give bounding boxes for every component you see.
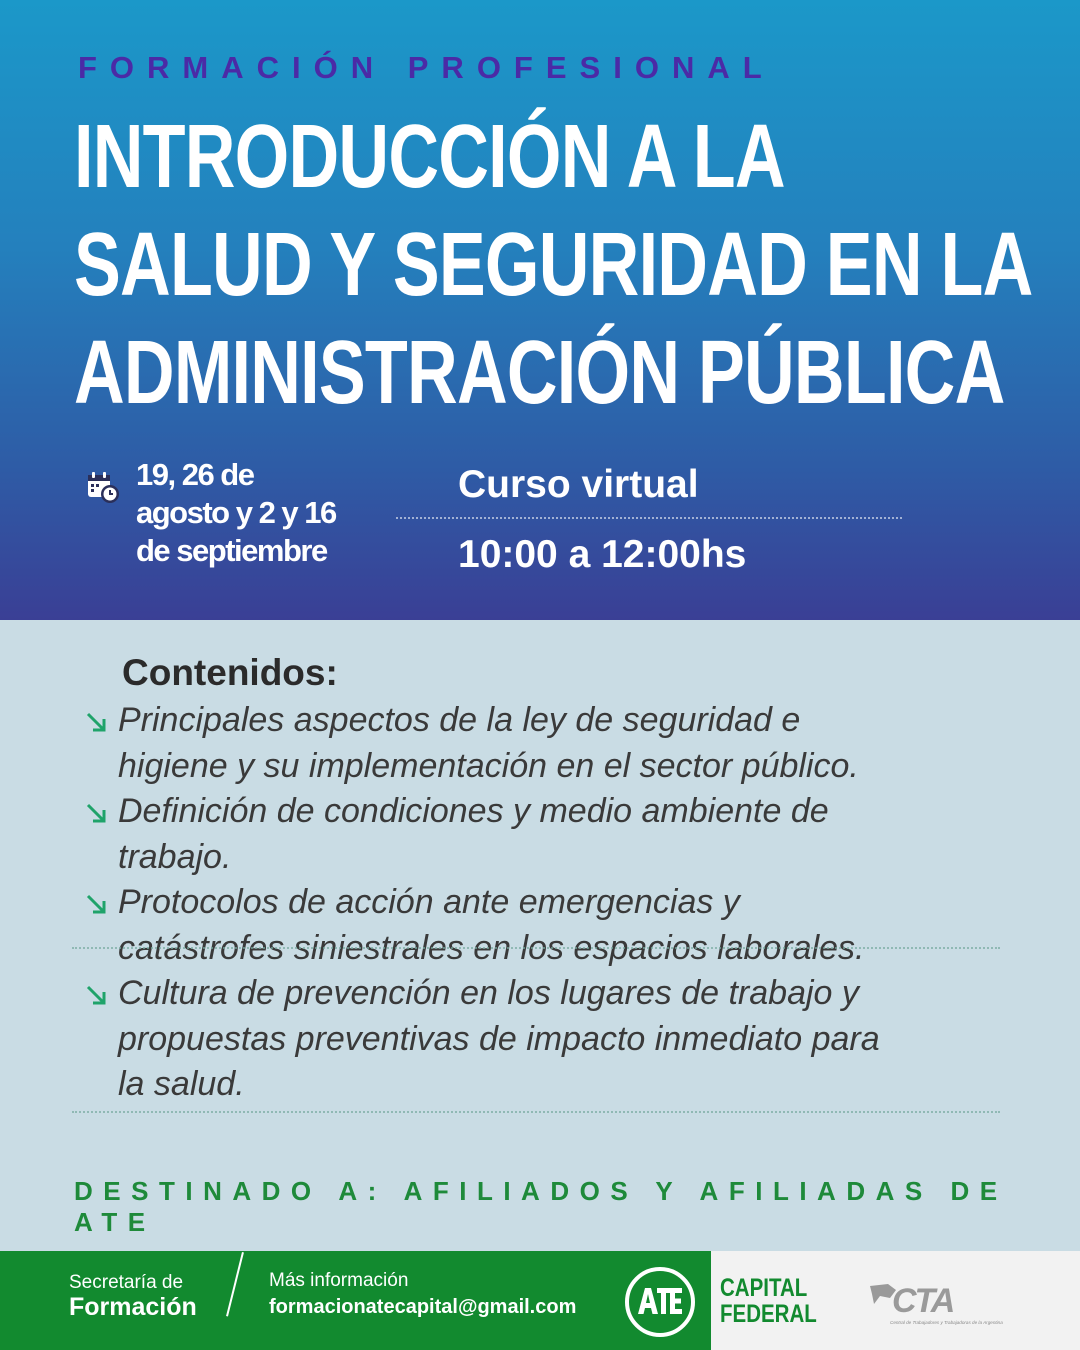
- list-item-line: Cultura de prevención en los lugares de trabajo y: [118, 974, 859, 1012]
- cta-subtitle: Central de Trabajadores y Trabajadoras de la Argentina: [890, 1320, 1003, 1325]
- divider: [396, 517, 902, 519]
- list-item-line: trabajo.: [118, 837, 232, 876]
- list-item: [84, 698, 984, 789]
- list-item-line: higiene y su implementación en el sector público.: [118, 746, 859, 785]
- audience-label: DESTINADO A: AFILIADOS Y AFILIADAS DE ATE: [74, 1176, 1008, 1237]
- list-item-line: Definición de condiciones y medio ambiente de: [118, 792, 829, 830]
- date-line: agosto y 2 y 16: [136, 495, 336, 530]
- list-item-line: Principales aspectos de la ley de seguridad e: [118, 701, 801, 739]
- contents-list: [84, 698, 984, 1108]
- list-item: [84, 789, 984, 880]
- arrow-down-right-icon: [84, 983, 110, 1009]
- arrow-down-right-icon: [84, 892, 110, 918]
- date-line: 19, 26 de: [136, 457, 254, 492]
- header-banner: [0, 0, 1080, 620]
- cta-logo-text: CTA: [892, 1282, 954, 1320]
- list-item: [84, 971, 984, 1108]
- arrow-down-right-icon: [84, 710, 110, 736]
- info-label: Más información: [269, 1270, 409, 1291]
- contents-heading: Contenidos:: [122, 652, 338, 693]
- arrow-down-right-icon: [84, 801, 110, 827]
- eyebrow-label: FORMACIÓN PROFESIONAL: [78, 50, 775, 85]
- list-item-line: catástrofes siniestrales en los espacios laborales.: [118, 928, 865, 967]
- course-modality: Curso virtual: [458, 463, 699, 506]
- title-line: INTRODUCCIÓN A LA: [74, 107, 785, 207]
- date-line: de septiembre: [136, 533, 327, 568]
- title-line: SALUD Y SEGURIDAD EN LA: [74, 215, 1033, 315]
- capital-federal-label: [720, 1275, 817, 1327]
- divider: [72, 947, 1000, 949]
- page-title: [74, 103, 1033, 427]
- list-item-line: la salud.: [118, 1065, 245, 1103]
- capital-line: CAPITAL: [720, 1274, 808, 1302]
- secretaria-label: Secretaría de: [69, 1272, 184, 1293]
- capital-line: FEDERAL: [720, 1300, 817, 1328]
- course-hours: 10:00 a 12:00hs: [458, 533, 747, 576]
- cta-logo: [866, 1274, 1014, 1330]
- secretaria-name: Formación: [69, 1293, 197, 1321]
- list-item: [84, 880, 984, 971]
- list-item-line: Protocolos de acción ante emergencias y: [118, 883, 740, 921]
- calendar-clock-icon: [86, 470, 120, 504]
- list-item-line: propuestas preventivas de impacto inmediato para: [118, 1019, 880, 1058]
- course-dates: [136, 456, 336, 570]
- ate-logo: [624, 1266, 696, 1338]
- title-line: ADMINISTRACIÓN PÚBLICA: [74, 323, 1005, 423]
- divider: [72, 1111, 1000, 1113]
- contact-email-link[interactable]: formacionatecapital@gmail.com: [269, 1296, 577, 1318]
